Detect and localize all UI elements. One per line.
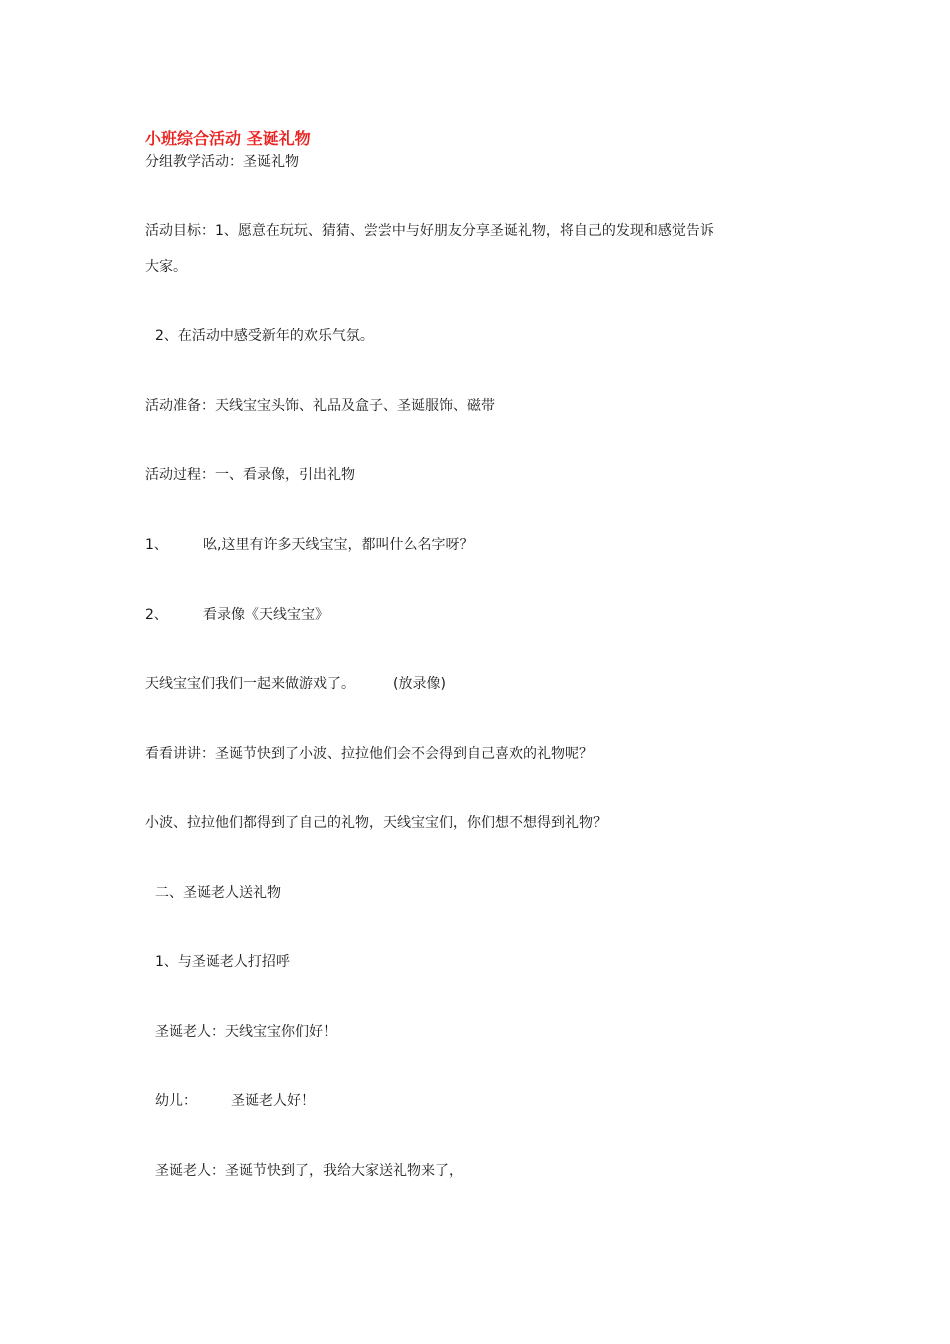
preparation: 活动准备：天线宝宝头饰、礼品及盒子、圣诞服饰、磁带: [145, 398, 495, 414]
kids-text: 圣诞老人好！: [231, 1093, 315, 1109]
step-1-number: 1、: [145, 537, 168, 553]
goal-2: 2、在活动中感受新年的欢乐气氛。: [155, 328, 374, 344]
got-gift: 小波、拉拉他们都得到了自己的礼物，天线宝宝们，你们想不想得到礼物？: [145, 815, 607, 831]
subtitle: 分组教学活动：圣诞礼物: [145, 154, 299, 170]
santa-line-1: 圣诞老人：天线宝宝你们好！: [155, 1024, 337, 1040]
document-title: 小班综合活动 圣诞礼物: [145, 129, 311, 148]
goal-line-2: 大家。: [145, 259, 187, 275]
step-2-text: 看录像《天线宝宝》: [203, 607, 329, 623]
step-1-text: 吆,这里有许多天线宝宝，都叫什么名字呀？: [203, 537, 474, 553]
santa-line-2: 圣诞老人：圣诞节快到了，我给大家送礼物来了，: [155, 1163, 463, 1179]
kids-label: 幼儿：: [155, 1093, 197, 1109]
part-2-heading: 二、圣诞老人送礼物: [155, 885, 281, 901]
step-2-number: 2、: [145, 607, 168, 623]
step-2: [145, 606, 329, 624]
play-line: [145, 675, 446, 693]
part-2-step-1: 1、与圣诞老人打招呼: [155, 954, 290, 970]
watch-talk: 看看讲讲：圣诞节快到了小波、拉拉他们会不会得到自己喜欢的礼物呢？: [145, 746, 593, 762]
kids-line: [155, 1092, 315, 1110]
play-note: (放录像): [393, 676, 446, 692]
play-text: 天线宝宝们我们一起来做游戏了。: [145, 676, 355, 692]
step-1: [145, 536, 473, 554]
goal-line-1: 活动目标：1、愿意在玩玩、猜猜、尝尝中与好朋友分享圣诞礼物，将自己的发现和感觉告诉: [145, 223, 714, 239]
process-heading: 活动过程：一、看录像，引出礼物: [145, 467, 355, 483]
